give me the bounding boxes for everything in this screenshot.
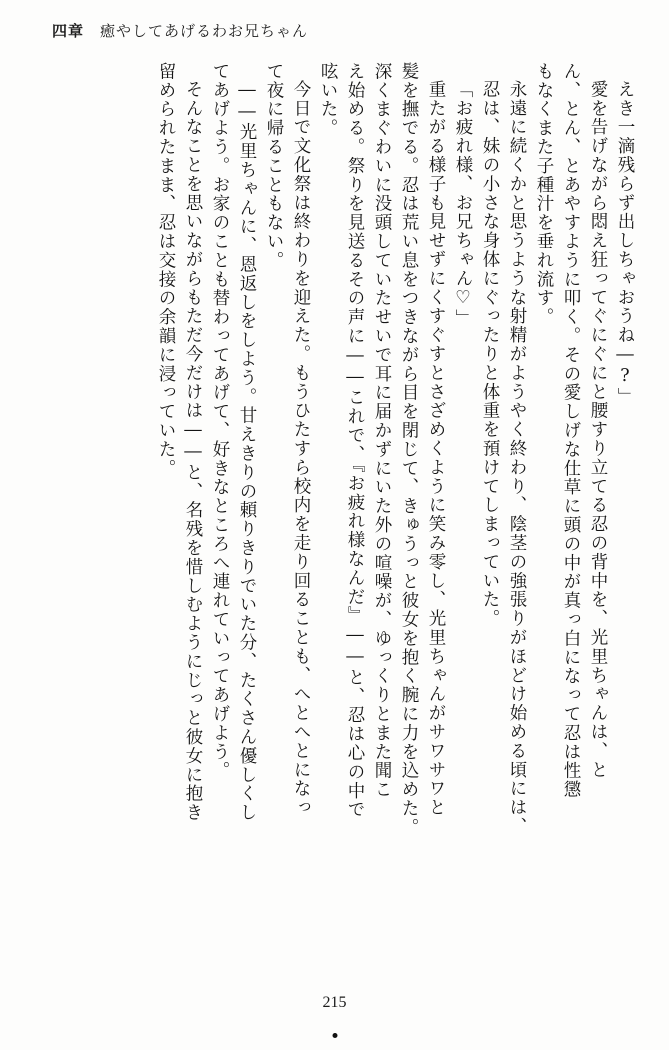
text-column: ――光里ちゃんに、恩返しをしよう。甘えきりの頼りきりでいた分、たくさん優しくし [237, 80, 257, 823]
text-column: ん、とん、とあやすように叩く。その愛しげな仕草に頭の中が真っ白になって忍は性懲 [561, 62, 581, 800]
text-column: 髪を撫でる。忍は荒い息をつきながら目を閉じて、きゅうっと彼女を抱く腕に力を込めた。 [399, 62, 419, 837]
running-head [52, 20, 308, 41]
text-column: てあげよう。お家のことも替わってあげて、好きなところへ連れていってあげよう。 [210, 62, 230, 781]
text-column: そんなことを思いながらもただ今だけは――と、名残を惜しむようにじっと彼女に抱き [183, 80, 203, 823]
text-column: 深くまぐわいに没頭していたせいで耳に届かずにいた外の喧噪が、ゆっくりとまた聞こ [372, 62, 392, 800]
text-column: え始める。祭りを見送るその声に――これで、『お疲れ様なんだ』――と、忍は心の中で [345, 62, 365, 820]
text-column: て夜に帰ることもない。 [264, 62, 284, 270]
text-column: えき一滴残らず出しちゃおうね―?」 [615, 80, 635, 407]
vertical-text-body [40, 62, 633, 962]
text-column: 留められたまま、忍は交接の余韻に浸っていた。 [156, 62, 176, 478]
page-number: 215 [322, 994, 347, 1011]
text-column: 「お疲れ様、お兄ちゃん♡」 [453, 80, 473, 329]
chapter-title: 癒やしてあげるわお兄ちゃん [100, 24, 309, 40]
text-column: 忍は、妹の小さな身体にぐったりと体重を預けてしまっていた。 [480, 80, 500, 629]
text-column: もなくまた子種汁を垂れ流す。 [534, 62, 554, 327]
chapter-number: 四章 [52, 24, 85, 40]
text-column: 永遠に続くかと思うような射精がようやく終わり、陰茎の強張りがほどけ始める頃には、 [507, 80, 527, 836]
text-column: 今日で文化祭は終わりを迎えた。もうひたすら校内を走り回ることも、へとへとになっ [291, 80, 311, 818]
text-column: 呟いた。 [318, 62, 338, 138]
text-column: 愛を告げながら悶え狂ってぐにぐにと腰すり立てる忍の背中を、光里ちゃんは、と [588, 80, 608, 780]
text-column: 重たがる様子も見せずにくすぐすとさざめくように笑み零し、光里ちゃんがサワサワと [426, 80, 446, 818]
page-marker-dot [332, 1033, 337, 1038]
